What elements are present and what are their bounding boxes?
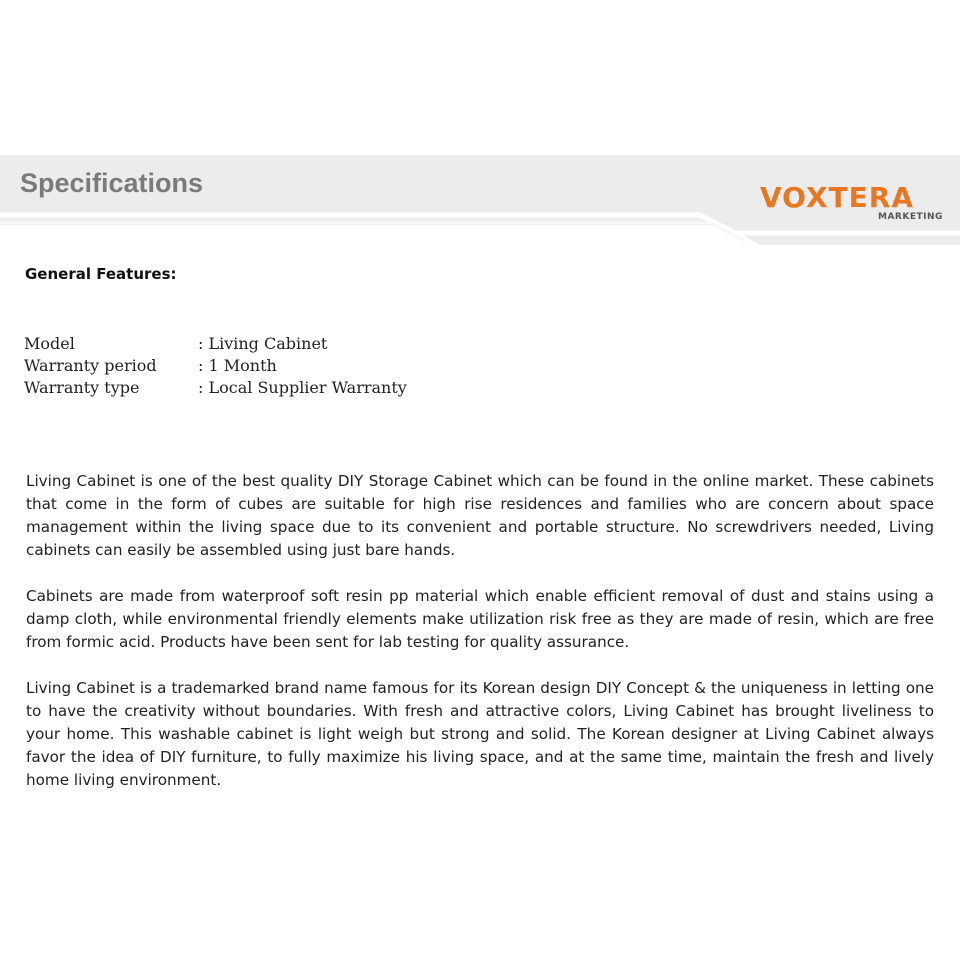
spec-value: : 1 Month	[198, 356, 277, 375]
description-paragraph: Living Cabinet is a trademarked brand name famous for its Korean design DIY Concept & the uniqueness in letting one to have the creativity without boundaries. With fresh and attractive colors, Living Cabinet has brought liveliness to your home. This washable cabinet is light weigh but strong and solid. The Korean designer at Living Cabinet always favor the idea of DIY furniture, to fully maximize his living space, and at the same time, maintain the fresh and lively home living environment.	[26, 679, 934, 789]
spec-label: Warranty period	[24, 356, 157, 375]
spec-label: Model	[24, 334, 75, 353]
logo-wordmark: VOXTERA	[760, 181, 915, 214]
spec-row-model	[24, 333, 524, 355]
description-paragraph: Living Cabinet is one of the best quality DIY Storage Cabinet which can be found in the online market. These cabinets that come in the form of cubes are suitable for high rise residences and families who are concern about space management within the living space due to its convenient and portable structure. No screwdrivers needed, Living cabinets can easily be assembled using just bare hands.	[26, 472, 934, 559]
logo-subtitle: MARKETING	[878, 212, 943, 222]
spec-row-warranty-period	[24, 355, 524, 377]
spec-label: Warranty type	[24, 378, 140, 397]
voxtera-logo	[760, 181, 950, 234]
spec-list	[24, 333, 524, 399]
spec-value: : Local Supplier Warranty	[198, 378, 407, 397]
general-features-heading: General Features:	[25, 265, 177, 283]
product-description	[26, 470, 934, 815]
page-title: Specifications	[20, 168, 204, 198]
description-paragraph: Cabinets are made from waterproof soft resin pp material which enable efficient removal of dust and stains using a damp cloth, while environmental friendly elements make utilization risk free as they are made of resin, which are free from formic acid. Products have been sent for lab testing for quality assurance.	[26, 587, 934, 651]
spec-value: : Living Cabinet	[198, 334, 328, 353]
spec-row-warranty-type	[24, 377, 524, 399]
